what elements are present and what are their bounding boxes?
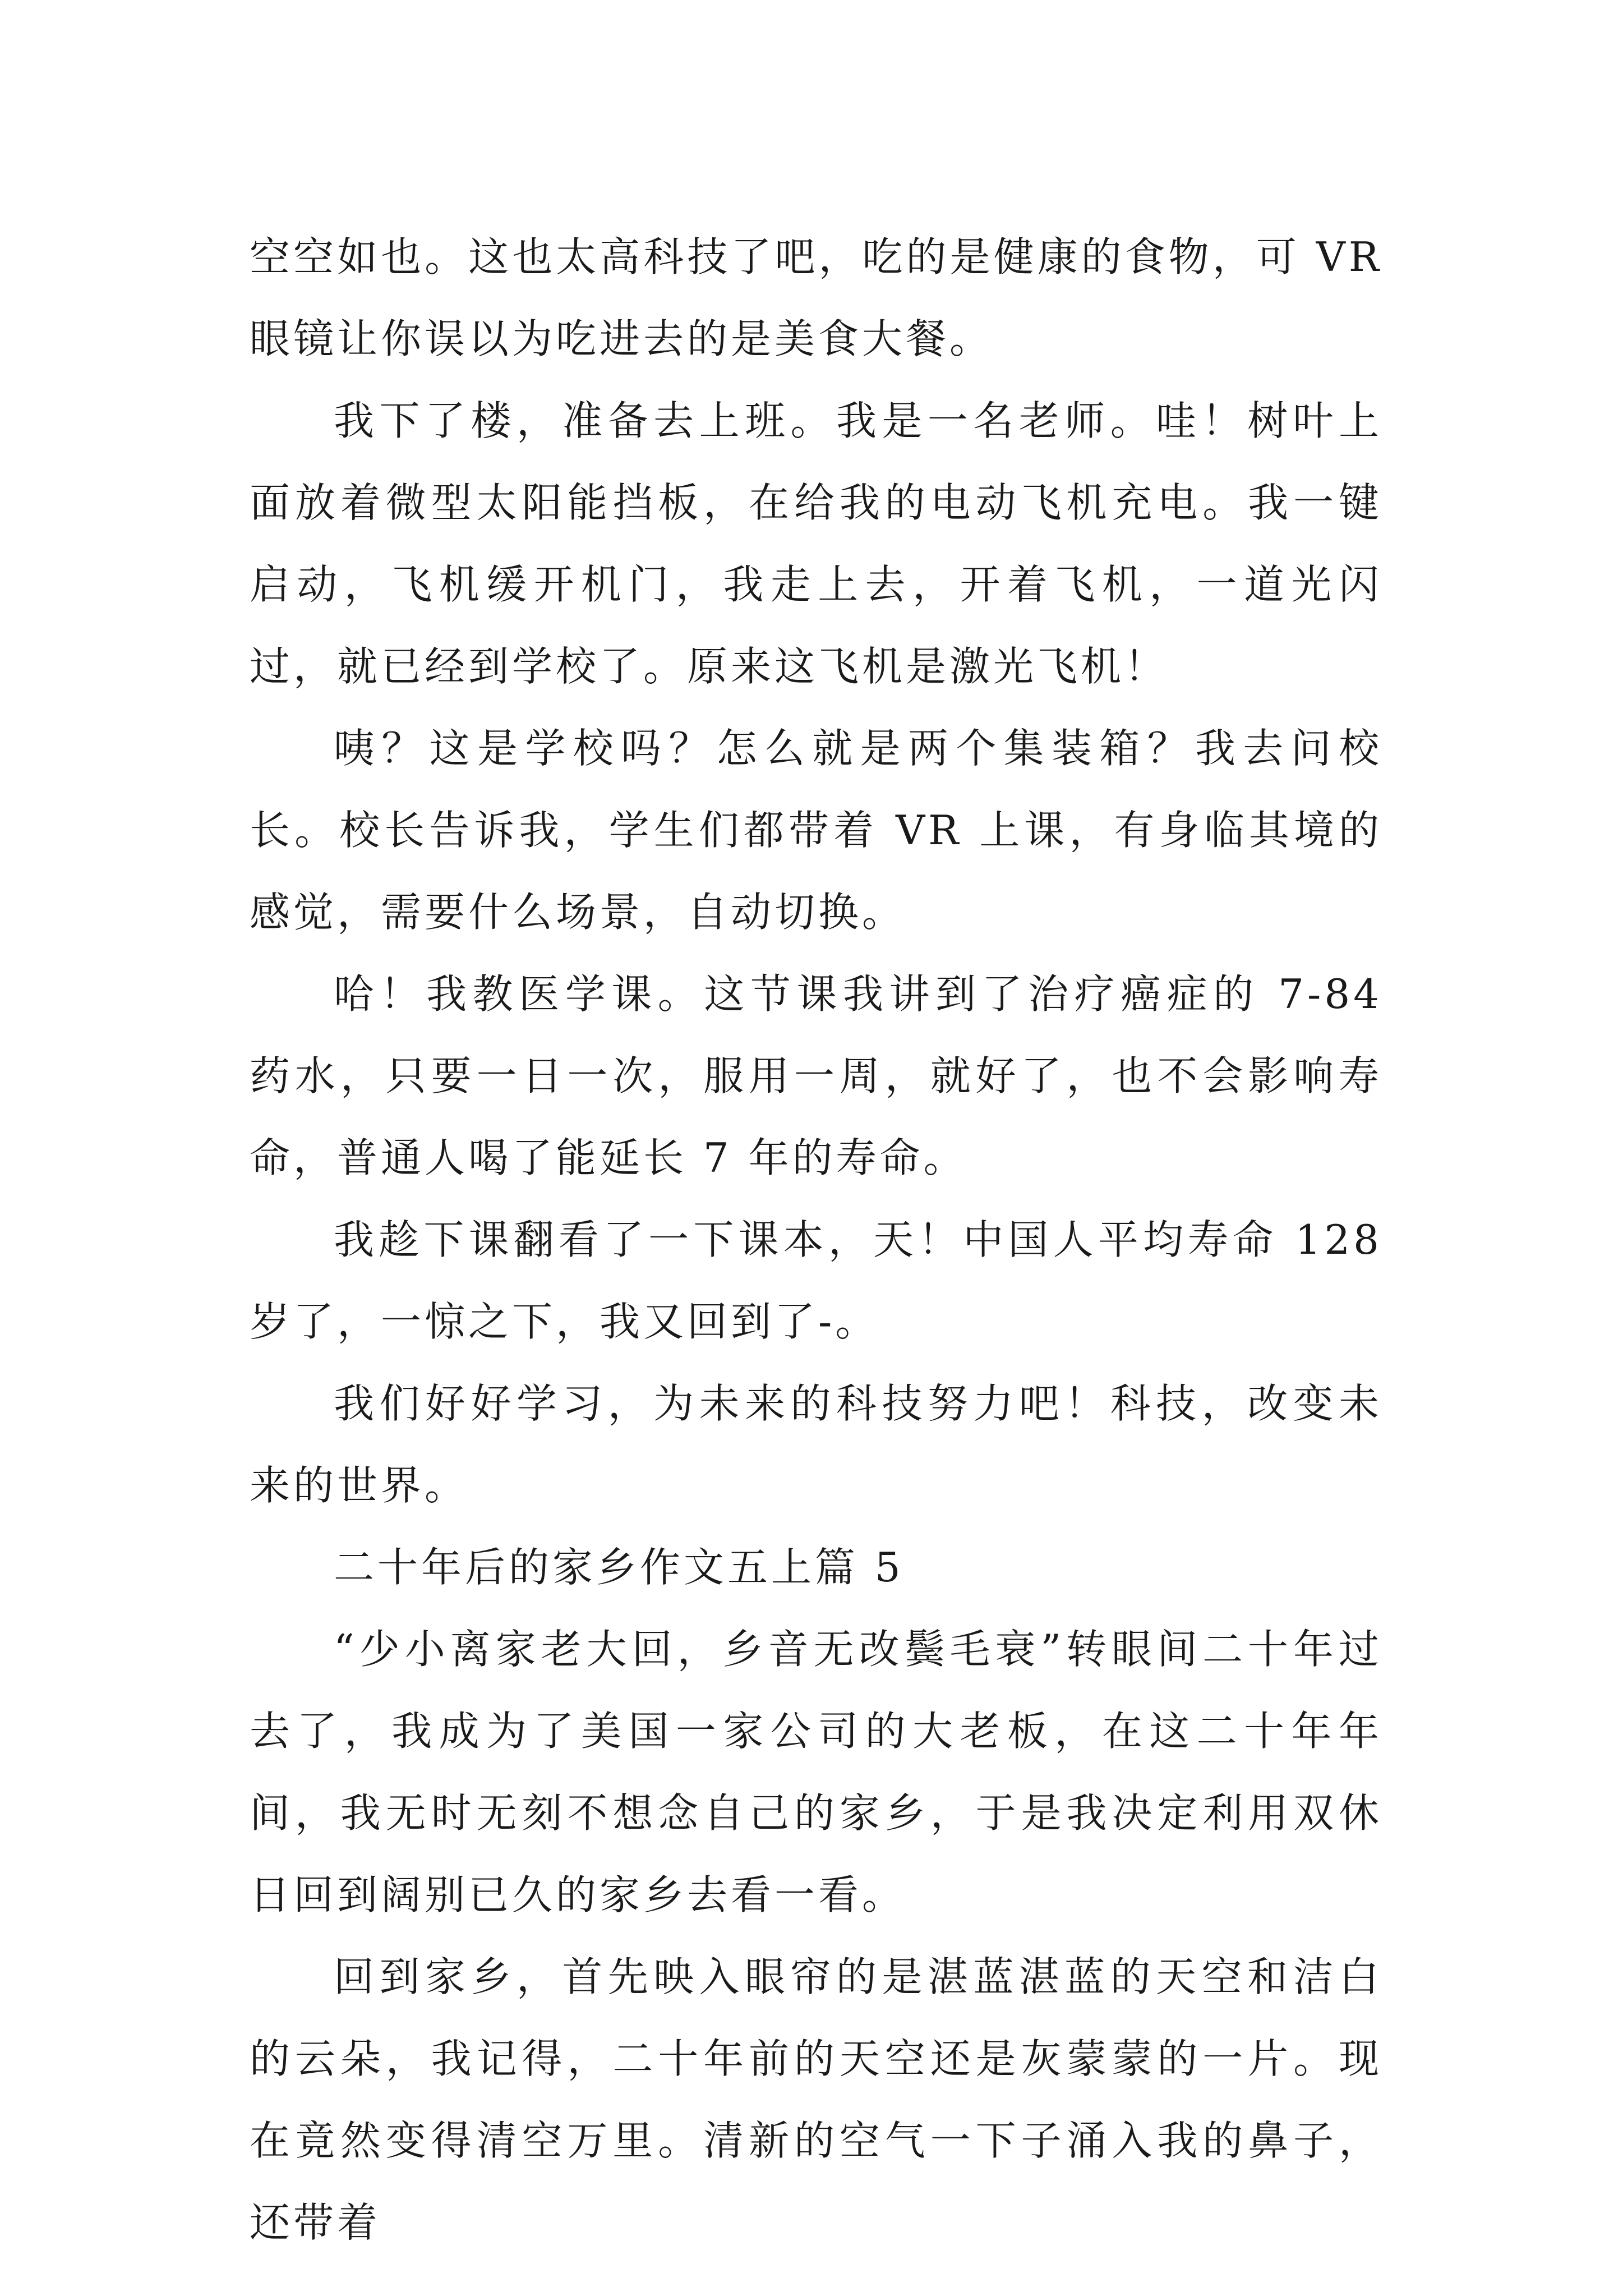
paragraph: 回到家乡，首先映入眼帘的是湛蓝湛蓝的天空和洁白的云朵，我记得，二十年前的天空还是灰蒙蒙的一片。现在竟然变得清空万里。清新的空气一下子涌入我的鼻子，还带着 <box>250 1953 1382 2246</box>
paragraph: “少小离家老大回，乡音无改鬓毛衰”转眼间二十年过去了，我成为了美国一家公司的大老板，在这二十年年间，我无时无刻不想念自己的家乡，于是我决定利用双休日回到阔别已久的家乡去看一看。 <box>250 1626 1382 1918</box>
paragraph: 我趁下课翻看了一下课本，天！中国人平均寿命 128 岁了，一惊之下，我又回到了-。 <box>250 1216 1382 1345</box>
paragraph: 咦？这是学校吗？怎么就是两个集装箱？我去问校长。校长告诉我，学生们都带着 VR 上课，有身临其境的感觉，需要什么场景，自动切换。 <box>250 725 1382 936</box>
paragraph: 我下了楼，准备去上班。我是一名老师。哇！树叶上面放着微型太阳能挡板，在给我的电动飞机充电。我一键启动，飞机缓开机门，我走上去，开着飞机，一道光闪过，就已经到学校了。原来这飞机是激光飞机！ <box>250 397 1382 690</box>
section-heading: 二十年后的家乡作文五上篇 5 <box>334 1544 904 1591</box>
document-body <box>250 216 1382 2263</box>
paragraph: 我们好好学习，为未来的科技努力吧！科技，改变未来的世界。 <box>250 1380 1382 1509</box>
paragraph: 空空如也。这也太高科技了吧，吃的是健康的食物，可 VR 眼镜让你误以为吃进去的是美食大餐。 <box>250 233 1382 362</box>
paragraph: 哈！我教医学课。这节课我讲到了治疗癌症的 7-84 药水，只要一日一次，服用一周，就好了，也不会影响寿命，普通人喝了能延长 7 年的寿命。 <box>250 970 1382 1181</box>
